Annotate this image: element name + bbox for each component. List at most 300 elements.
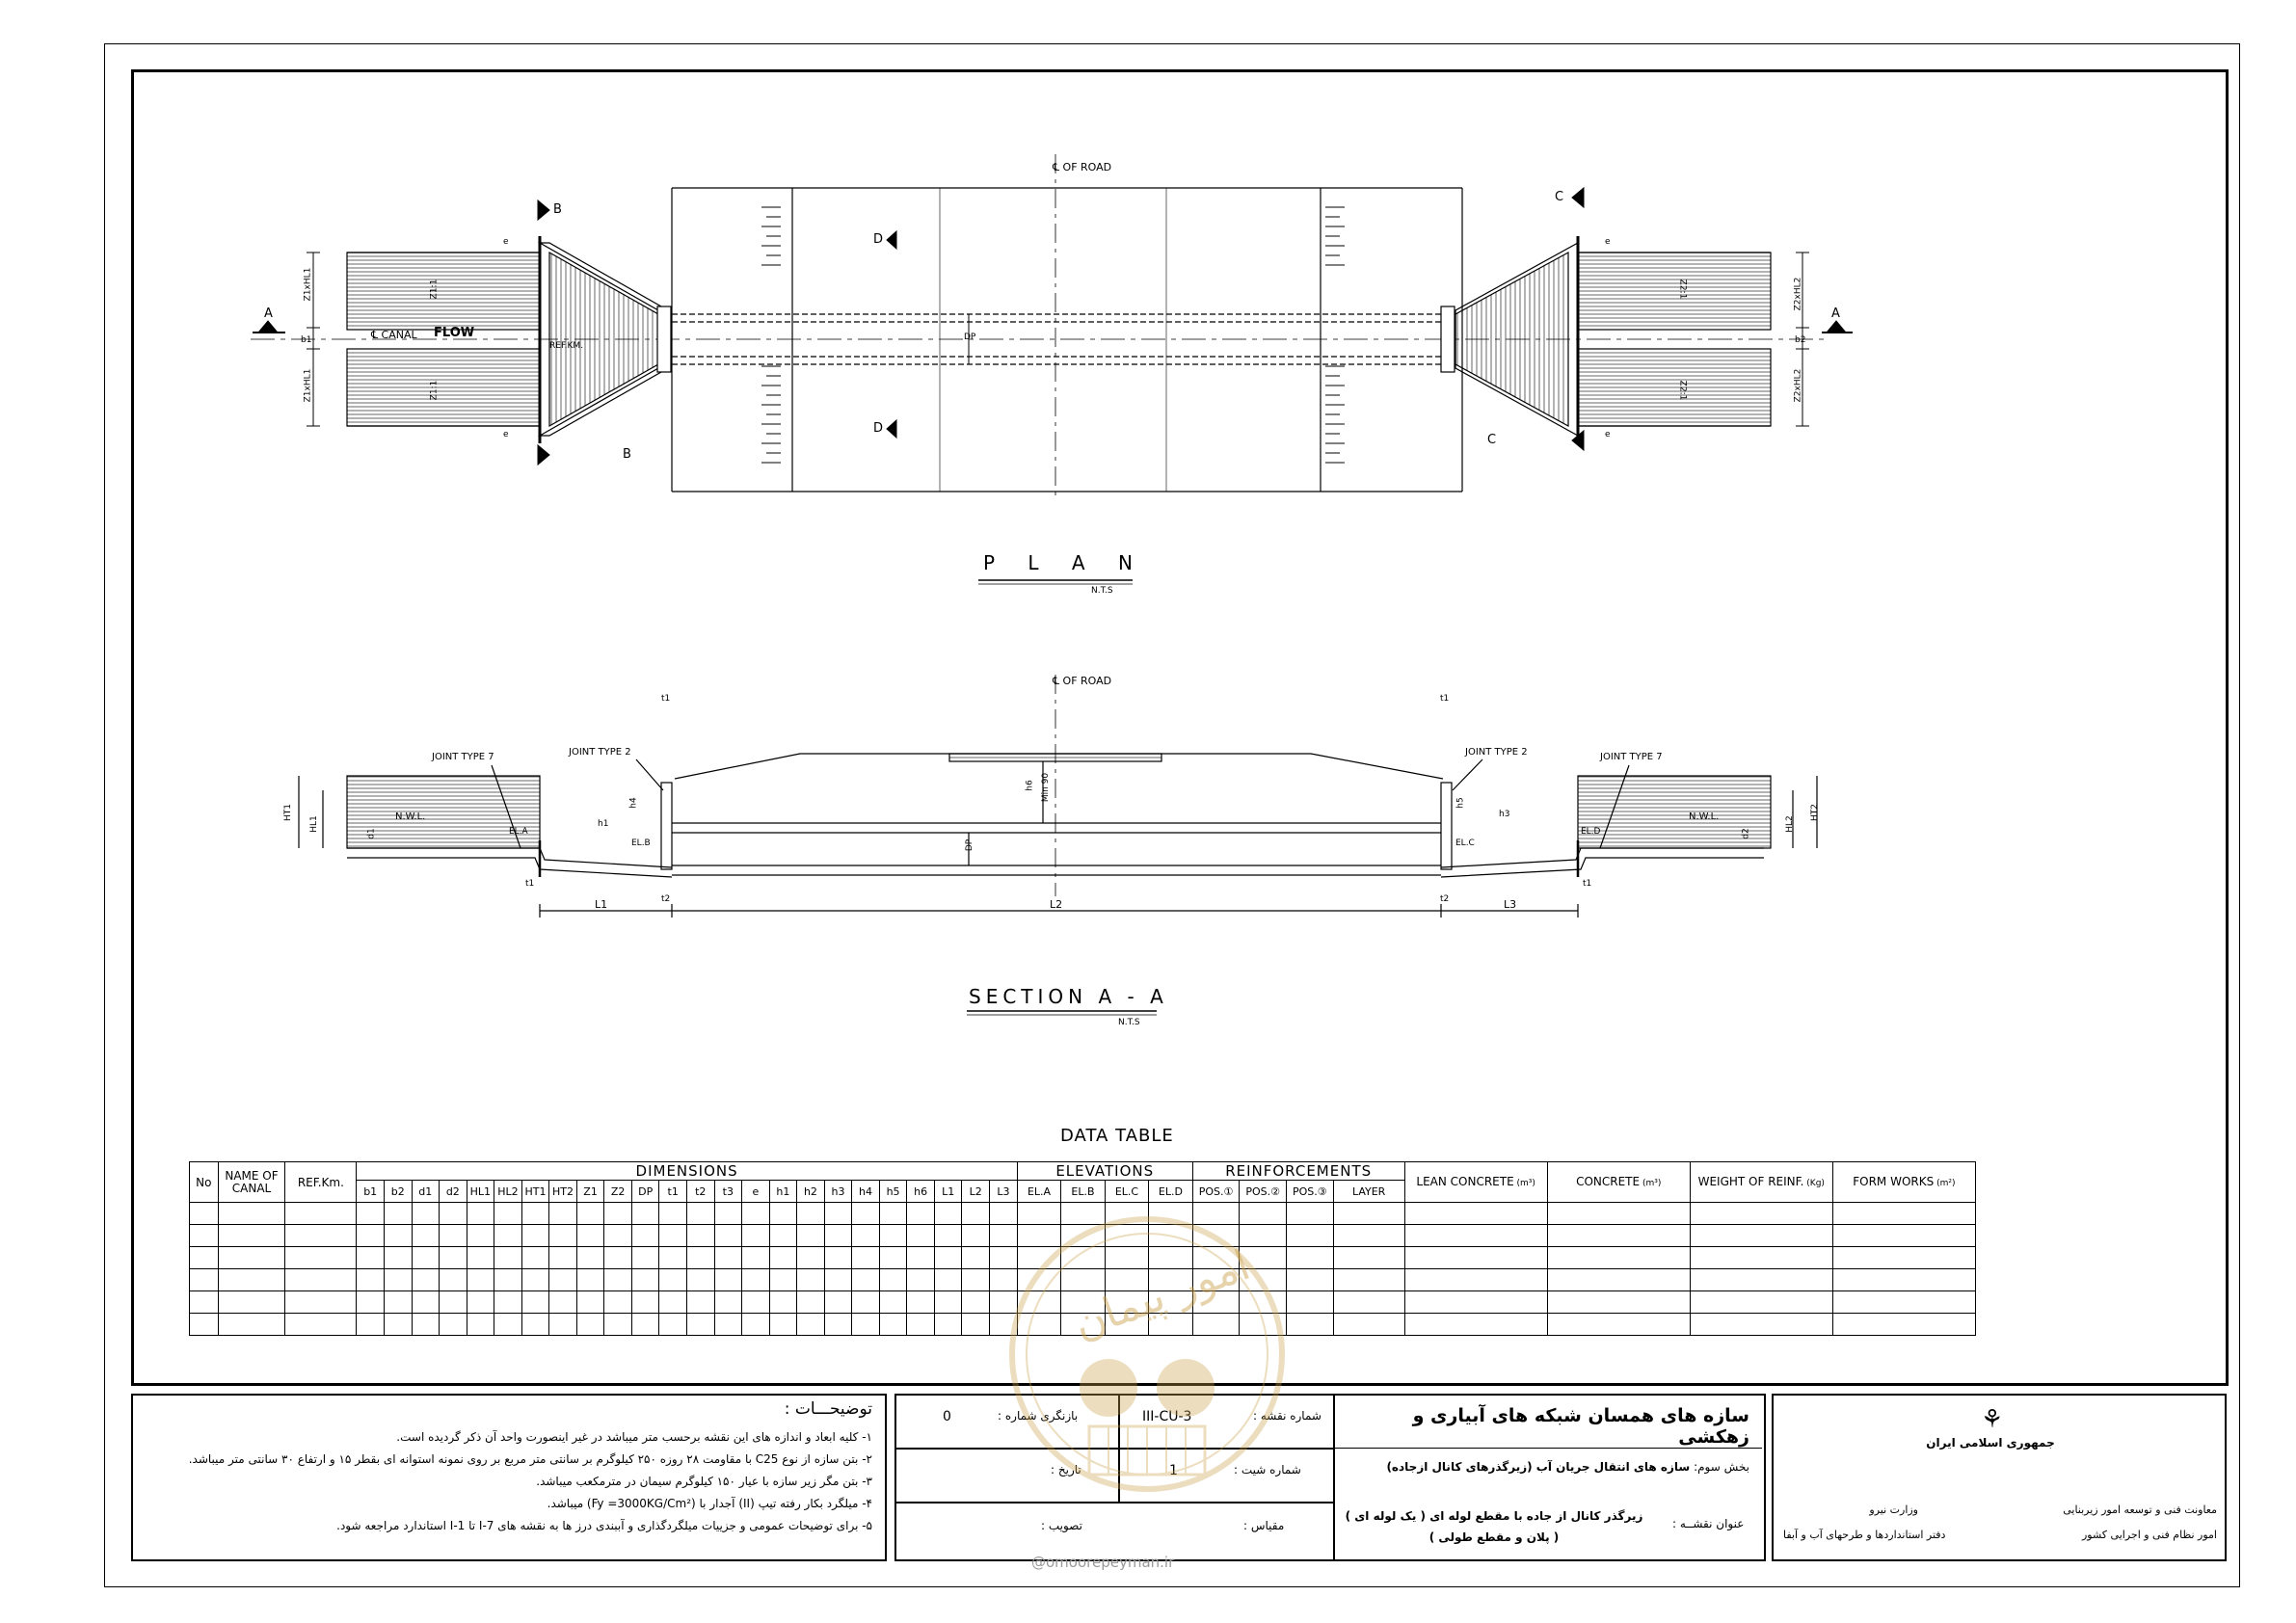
reinf-col: POS.③: [1286, 1181, 1333, 1203]
table-cell: [604, 1247, 632, 1269]
t1-label-bottom-right: t1: [1583, 879, 1592, 889]
col-dimensions: DIMENSIONS: [357, 1162, 1017, 1181]
t1-label-left: t1: [661, 694, 671, 704]
table-cell: [879, 1247, 907, 1269]
table-cell: [769, 1269, 797, 1291]
marker-b-top: B: [553, 202, 562, 217]
section-title: SECTION A - A: [969, 985, 1168, 1008]
table-cell: [494, 1314, 522, 1336]
table-cell: [1286, 1247, 1333, 1269]
table-cell: [1404, 1314, 1547, 1336]
table-cell: [218, 1269, 285, 1291]
el-a-label: EL.A: [509, 827, 528, 837]
revision: 0: [943, 1409, 951, 1424]
table-cell: [962, 1203, 990, 1225]
table-cell: [412, 1291, 440, 1314]
table-cell: [357, 1203, 385, 1225]
sheet-no: 1: [1169, 1463, 1178, 1478]
table-cell: [824, 1247, 852, 1269]
table-cell: [467, 1269, 494, 1291]
table-cell: [190, 1247, 219, 1269]
table-cell: [285, 1269, 357, 1291]
table-cell: [852, 1247, 880, 1269]
table-cell: [824, 1269, 852, 1291]
dp-label: DP: [964, 333, 976, 342]
affairs-name: امور نظام فنی و اجرایی کشور: [2082, 1529, 2217, 1541]
table-cell: [576, 1225, 604, 1247]
table-cell: [769, 1203, 797, 1225]
table-cell: [285, 1225, 357, 1247]
h6-label: h6: [1025, 780, 1035, 791]
reinf-col: POS.②: [1240, 1181, 1287, 1203]
table-cell: [1690, 1203, 1832, 1225]
plan-title: P L A N: [983, 551, 1146, 574]
joint2-left: JOINT TYPE 2: [569, 747, 631, 758]
drawing-no: III-CU-3: [1142, 1409, 1192, 1424]
dim-col-b1: b1: [357, 1181, 385, 1203]
dim-col-h5: h5: [879, 1181, 907, 1203]
nwl-right: N.W.L.: [1689, 812, 1720, 822]
l2-label: L2: [1050, 898, 1063, 911]
table-cell: [1286, 1203, 1333, 1225]
col-name: NAME OF CANAL: [218, 1162, 285, 1203]
dim-col-d1: d1: [412, 1181, 440, 1203]
date-label: تاریخ :: [1051, 1463, 1081, 1477]
table-cell: [686, 1225, 714, 1247]
plan-scale: N.T.S: [1091, 586, 1113, 596]
table-cell: [467, 1291, 494, 1314]
table-cell: [1547, 1225, 1690, 1247]
ministry-name: وزارت نیرو: [1869, 1503, 1918, 1516]
right-dim-mid: b2: [1795, 335, 1806, 345]
table-cell: [852, 1225, 880, 1247]
dim-col-hl1: HL1: [467, 1181, 494, 1203]
marker-d-top: D: [873, 232, 884, 247]
table-cell: [879, 1225, 907, 1247]
dim-col-h6: h6: [907, 1181, 935, 1203]
notes-title: توضیحـــات :: [784, 1399, 872, 1419]
el-d-label: EL.D: [1581, 827, 1601, 837]
table-cell: [521, 1247, 549, 1269]
table-cell: [1690, 1247, 1832, 1269]
dim-col-dp: DP: [631, 1181, 659, 1203]
table-cell: [962, 1269, 990, 1291]
table-cell: [357, 1247, 385, 1269]
table-cell: [467, 1247, 494, 1269]
left-dim-bottom: Z1xHL1: [303, 368, 313, 403]
table-cell: [934, 1225, 962, 1247]
col-form-label: FORM WORKS: [1853, 1174, 1935, 1188]
ht2-label: HT2: [1810, 804, 1820, 821]
table-cell: [1832, 1314, 1975, 1336]
table-cell: [742, 1203, 770, 1225]
col-refkm: REF.Km.: [285, 1162, 357, 1203]
part-label: بخش سوم:: [1694, 1460, 1749, 1474]
table-cell: [852, 1269, 880, 1291]
plan-road-label: ℄ OF ROAD: [1053, 161, 1112, 173]
table-cell: [934, 1203, 962, 1225]
el-b-label: EL.B: [631, 838, 651, 848]
table-cell: [494, 1225, 522, 1247]
note-item: ۵- برای توضیحات عمومی و جزییات میلگردگذاری و آببندی درز ها به نقشه های I-7 تا I-1 استاندارد مراجعه شود.: [336, 1519, 872, 1532]
dim-col-t1: t1: [659, 1181, 687, 1203]
col-weight-unit: (Kg): [1803, 1178, 1825, 1188]
el-c-label: EL.C: [1455, 838, 1475, 848]
table-cell: [769, 1247, 797, 1269]
t1-label-bottom-left: t1: [525, 879, 535, 889]
table-cell: [494, 1291, 522, 1314]
table-cell: [1333, 1203, 1404, 1225]
table-cell: [190, 1291, 219, 1314]
table-cell: [576, 1269, 604, 1291]
table-cell: [1404, 1291, 1547, 1314]
table-cell: [357, 1269, 385, 1291]
table-cell: [190, 1225, 219, 1247]
slope-right-bottom: Z2:1: [1677, 380, 1688, 401]
table-cell: [494, 1203, 522, 1225]
slope-right-top: Z2:1: [1677, 279, 1688, 300]
table-cell: [797, 1291, 825, 1314]
table-cell: [285, 1314, 357, 1336]
table-cell: [797, 1269, 825, 1291]
table-cell: [412, 1225, 440, 1247]
watermark-text: امور پیمان: [1067, 1239, 1257, 1350]
dim-col-l3: L3: [989, 1181, 1017, 1203]
dim-col-t3: t3: [714, 1181, 742, 1203]
table-cell: [659, 1314, 687, 1336]
table-cell: [1547, 1203, 1690, 1225]
table-cell: [1832, 1203, 1975, 1225]
table-cell: [218, 1225, 285, 1247]
e-label-left-bottom: e: [503, 430, 509, 439]
table-cell: [659, 1225, 687, 1247]
section-road-label: ℄ OF ROAD: [1053, 675, 1112, 687]
table-cell: [1690, 1225, 1832, 1247]
table-cell: [1547, 1314, 1690, 1336]
table-cell: [907, 1269, 935, 1291]
col-reinforcements: REINFORCEMENTS: [1192, 1162, 1404, 1181]
dim-col-d2: d2: [440, 1181, 467, 1203]
t2-label-left: t2: [661, 894, 671, 904]
t2-label-right: t2: [1440, 894, 1450, 904]
table-cell: [631, 1269, 659, 1291]
col-form-unit: (m²): [1934, 1178, 1956, 1188]
table-cell: [686, 1314, 714, 1336]
note-item: ۲- بتن سازه از نوع C25 با مقاومت ۲۸ روزه ۲۵۰ کیلوگرم بر سانتی متر مربع بر روی نمونه استوانه ای بقطر ۱۵ و ارتفاع ۳۰ سانتی متر میباشد.: [188, 1452, 872, 1466]
table-cell: [1286, 1291, 1333, 1314]
hl2-label: HL2: [1784, 815, 1795, 833]
col-weight-label: WEIGHT OF REINF.: [1697, 1174, 1804, 1188]
table-cell: [742, 1225, 770, 1247]
elev-col: EL.C: [1105, 1181, 1148, 1203]
table-cell: [412, 1314, 440, 1336]
dim-col-ht2: HT2: [549, 1181, 577, 1203]
notes-list: [145, 1426, 872, 1537]
dim-col-h3: h3: [824, 1181, 852, 1203]
h1-label: h1: [598, 819, 609, 829]
table-cell: [686, 1247, 714, 1269]
table-cell: [1832, 1291, 1975, 1314]
table-cell: [384, 1203, 412, 1225]
table-cell: [852, 1314, 880, 1336]
approval-label: تصویب :: [1041, 1519, 1082, 1532]
table-cell: [962, 1247, 990, 1269]
slope-left-bottom: Z1:1: [429, 380, 440, 401]
table-cell: [467, 1314, 494, 1336]
ht1-label: HT1: [283, 804, 293, 821]
marker-a-right: A: [1831, 306, 1840, 321]
table-cell: [934, 1269, 962, 1291]
right-dim-bottom: Z2xHL2: [1793, 368, 1803, 403]
elev-col: EL.A: [1017, 1181, 1060, 1203]
slope-left-top: Z1:1: [429, 279, 440, 300]
table-cell: [686, 1203, 714, 1225]
table-cell: [440, 1269, 467, 1291]
col-concrete-label: CONCRETE: [1576, 1174, 1641, 1188]
table-cell: [934, 1247, 962, 1269]
marker-a-left: A: [264, 306, 273, 321]
table-cell: [852, 1291, 880, 1314]
table-cell: [686, 1291, 714, 1314]
table-cell: [1547, 1269, 1690, 1291]
table-cell: [285, 1203, 357, 1225]
drawing-title-2: ( پلان و مقطع طولی ): [1428, 1530, 1560, 1544]
dim-col-b2: b2: [384, 1181, 412, 1203]
left-dim-top: Z1xHL1: [303, 267, 313, 302]
t1-label-right: t1: [1440, 694, 1450, 704]
table-cell: [384, 1314, 412, 1336]
table-cell: [631, 1225, 659, 1247]
table-cell: [440, 1314, 467, 1336]
table-cell: [494, 1269, 522, 1291]
plan-canal-label: ℄ CANAL: [371, 329, 417, 341]
dim-col-h4: h4: [852, 1181, 880, 1203]
table-cell: [467, 1225, 494, 1247]
project-title: سازه های همسان شبکه های آبیاری و زهکشی: [1412, 1405, 1749, 1448]
table-cell: [769, 1291, 797, 1314]
table-cell: [576, 1291, 604, 1314]
table-cell: [879, 1314, 907, 1336]
table-cell: [907, 1291, 935, 1314]
office-name: دفتر استانداردها و طرحهای آب و آبفا: [1783, 1529, 1946, 1541]
table-cell: [742, 1314, 770, 1336]
watermark-site: @omoorepeyman.ir: [1031, 1554, 1175, 1571]
reinf-col: LAYER: [1333, 1181, 1404, 1203]
table-cell: [467, 1203, 494, 1225]
part-name: سازه های انتقال جریان آب (زیرگذرهای کانال ازجاده): [1386, 1460, 1691, 1474]
col-no: No: [190, 1162, 219, 1203]
table-cell: [742, 1247, 770, 1269]
l3-label: L3: [1504, 898, 1517, 911]
table-cell: [1832, 1247, 1975, 1269]
table-cell: [1547, 1291, 1690, 1314]
marker-b-bottom: B: [623, 447, 631, 462]
table-cell: [824, 1314, 852, 1336]
table-cell: [549, 1291, 577, 1314]
h4-label: h4: [628, 797, 639, 809]
table-cell: [1690, 1314, 1832, 1336]
table-cell: [879, 1291, 907, 1314]
table-cell: [1404, 1225, 1547, 1247]
dp-section-label: DP: [965, 838, 975, 852]
table-cell: [549, 1203, 577, 1225]
table-cell: [797, 1225, 825, 1247]
table-cell: [1690, 1291, 1832, 1314]
emblem-logo: ⚘: [1981, 1405, 2004, 1434]
table-cell: [440, 1225, 467, 1247]
col-concrete-unit: (m³): [1640, 1178, 1662, 1188]
table-cell: [218, 1291, 285, 1314]
table-cell: [604, 1314, 632, 1336]
col-form: [1832, 1162, 1975, 1203]
table-cell: [631, 1247, 659, 1269]
table-cell: [440, 1247, 467, 1269]
table-cell: [879, 1269, 907, 1291]
hl1-label: HL1: [308, 815, 319, 833]
table-cell: [190, 1314, 219, 1336]
table-cell: [714, 1225, 742, 1247]
table-cell: [824, 1225, 852, 1247]
dim-col-t2: t2: [686, 1181, 714, 1203]
note-item: ۳- بتن مگر زیر سازه با عیار ۱۵۰ کیلوگرم سیمان در مترمکعب میباشد.: [536, 1475, 872, 1488]
table-cell: [412, 1247, 440, 1269]
table-cell: [1832, 1269, 1975, 1291]
table-cell: [218, 1314, 285, 1336]
data-table-title: DATA TABLE: [1060, 1126, 1174, 1146]
table-cell: [521, 1203, 549, 1225]
dim-col-hl2: HL2: [494, 1181, 522, 1203]
table-cell: [769, 1314, 797, 1336]
deputy-name: معاونت فنی و توسعه امور زیربنایی: [2063, 1503, 2217, 1516]
joint7-right: JOINT TYPE 7: [1600, 752, 1663, 762]
table-cell: [549, 1269, 577, 1291]
revision-label: بازنگری شماره :: [998, 1409, 1079, 1423]
joint2-right: JOINT TYPE 2: [1465, 747, 1528, 758]
table-cell: [384, 1247, 412, 1269]
joint7-left: JOINT TYPE 7: [432, 752, 494, 762]
table-cell: [521, 1225, 549, 1247]
left-dim-mid: b1: [301, 335, 312, 345]
e-label-left-top: e: [503, 237, 509, 247]
drawing-title-label: عنوان نقشــه :: [1672, 1517, 1745, 1530]
marker-c-top: C: [1555, 190, 1564, 204]
table-cell: [1333, 1269, 1404, 1291]
nwl-left: N.W.L.: [395, 812, 426, 822]
table-cell: [714, 1203, 742, 1225]
table-cell: [1690, 1269, 1832, 1291]
table-cell: [285, 1291, 357, 1314]
table-cell: [686, 1269, 714, 1291]
dim-col-z1: Z1: [576, 1181, 604, 1203]
table-cell: [797, 1203, 825, 1225]
table-cell: [631, 1203, 659, 1225]
table-cell: [218, 1247, 285, 1269]
dim-col-h1: h1: [769, 1181, 797, 1203]
table-cell: [357, 1291, 385, 1314]
marker-d-bottom: D: [873, 421, 884, 436]
table-cell: [631, 1291, 659, 1314]
table-cell: [1286, 1225, 1333, 1247]
table-cell: [934, 1291, 962, 1314]
col-lean-label: LEAN CONCRETE: [1416, 1174, 1514, 1188]
country-name: جمهوری اسلامی ایران: [1926, 1436, 2055, 1450]
table-cell: [576, 1247, 604, 1269]
h3-label: h3: [1499, 810, 1510, 819]
table-cell: [604, 1291, 632, 1314]
table-cell: [357, 1314, 385, 1336]
table-cell: [1286, 1314, 1333, 1336]
table-cell: [1404, 1203, 1547, 1225]
table-cell: [549, 1225, 577, 1247]
d2-label: d2: [1741, 828, 1751, 839]
table-cell: [494, 1247, 522, 1269]
table-cell: [1333, 1225, 1404, 1247]
dim-col-l1: L1: [934, 1181, 962, 1203]
table-cell: [824, 1203, 852, 1225]
drawing-title-1: زیرگذر کانال از جاده با مقطع لوله ای ( یک لوله ای ): [1345, 1509, 1643, 1523]
table-cell: [549, 1314, 577, 1336]
note-item: ۱- کلیه ابعاد و اندازه های این نقشه برحسب متر میباشد در غیر اینصورت واحد آن ذکر گردیده است.: [396, 1430, 872, 1444]
table-cell: [659, 1291, 687, 1314]
table-cell: [907, 1203, 935, 1225]
table-cell: [797, 1314, 825, 1336]
table-cell: [190, 1203, 219, 1225]
min90-label: Min 90: [1041, 772, 1052, 803]
table-cell: [962, 1291, 990, 1314]
scale-label: مقیاس :: [1243, 1519, 1285, 1532]
table-cell: [934, 1314, 962, 1336]
table-cell: [190, 1269, 219, 1291]
table-cell: [549, 1247, 577, 1269]
table-cell: [604, 1269, 632, 1291]
table-cell: [384, 1225, 412, 1247]
table-cell: [962, 1225, 990, 1247]
table-cell: [1333, 1247, 1404, 1269]
table-cell: [576, 1203, 604, 1225]
d1-label: d1: [366, 828, 377, 839]
table-header-row: [190, 1162, 1976, 1181]
table-cell: [384, 1269, 412, 1291]
table-cell: [907, 1314, 935, 1336]
right-dim-top: Z2xHL2: [1793, 277, 1803, 311]
note-item: ۴- میلگرد بکار رفته تیپ (II) آجدار با (Fy =3000KG/Cm²) میباشد.: [547, 1497, 872, 1510]
table-cell: [1333, 1291, 1404, 1314]
table-cell: [1404, 1269, 1547, 1291]
col-weight: [1690, 1162, 1832, 1203]
table-cell: [1286, 1269, 1333, 1291]
table-cell: [440, 1291, 467, 1314]
table-cell: [852, 1203, 880, 1225]
dim-col-h2: h2: [797, 1181, 825, 1203]
col-lean-unit: (m³): [1513, 1178, 1535, 1188]
table-cell: [576, 1314, 604, 1336]
marker-c-bottom: C: [1487, 433, 1497, 447]
dim-col-e: e: [742, 1181, 770, 1203]
table-cell: [604, 1203, 632, 1225]
table-cell: [1404, 1247, 1547, 1269]
table-cell: [357, 1225, 385, 1247]
table-cell: [440, 1203, 467, 1225]
dim-col-z2: Z2: [604, 1181, 632, 1203]
col-concrete: [1547, 1162, 1690, 1203]
dim-col-l2: L2: [962, 1181, 990, 1203]
table-cell: [742, 1291, 770, 1314]
reinf-col: POS.①: [1192, 1181, 1240, 1203]
table-cell: [714, 1291, 742, 1314]
h5-label: h5: [1455, 797, 1466, 809]
table-cell: [604, 1225, 632, 1247]
col-lean: [1404, 1162, 1547, 1203]
